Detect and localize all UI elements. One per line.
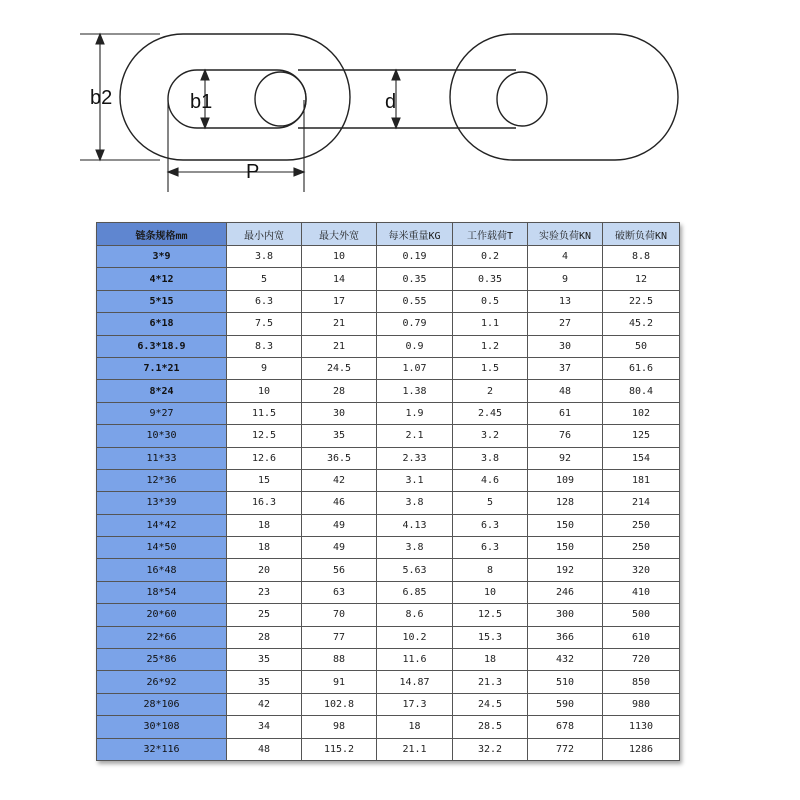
value-cell: 1.2 — [453, 335, 528, 357]
value-cell: 24.5 — [453, 693, 528, 715]
value-cell: 16.3 — [227, 492, 302, 514]
p-label: P — [246, 161, 260, 183]
value-cell: 0.2 — [453, 246, 528, 268]
value-cell: 15.3 — [453, 626, 528, 648]
table-row — [97, 738, 680, 760]
value-cell: 10 — [453, 581, 528, 603]
value-cell: 109 — [528, 469, 603, 491]
value-cell: 6.3 — [453, 514, 528, 536]
chain-link-diagram — [0, 0, 800, 210]
chain-spec-table — [96, 222, 680, 761]
value-cell: 1.9 — [377, 402, 453, 424]
value-cell: 0.35 — [377, 268, 453, 290]
value-cell: 0.55 — [377, 290, 453, 312]
value-cell: 3.1 — [377, 469, 453, 491]
value-cell: 102 — [603, 402, 680, 424]
value-cell: 980 — [603, 693, 680, 715]
value-cell: 192 — [528, 559, 603, 581]
table-row — [97, 268, 680, 290]
value-cell: 10 — [302, 246, 377, 268]
spec-cell: 9*27 — [97, 402, 227, 424]
value-cell: 2.45 — [453, 402, 528, 424]
value-cell: 80.4 — [603, 380, 680, 402]
table-row — [97, 537, 680, 559]
value-cell: 850 — [603, 671, 680, 693]
value-cell: 5 — [453, 492, 528, 514]
spec-cell: 10*30 — [97, 425, 227, 447]
spec-cell: 25*86 — [97, 649, 227, 671]
value-cell: 30 — [302, 402, 377, 424]
value-cell: 250 — [603, 514, 680, 536]
value-cell: 88 — [302, 649, 377, 671]
table-row — [97, 425, 680, 447]
value-cell: 76 — [528, 425, 603, 447]
spec-cell: 7.1*21 — [97, 357, 227, 379]
b1-label: b1 — [190, 91, 213, 113]
spec-cell: 5*15 — [97, 290, 227, 312]
value-cell: 4.6 — [453, 469, 528, 491]
value-cell: 18 — [227, 537, 302, 559]
value-cell: 4.13 — [377, 514, 453, 536]
value-cell: 320 — [603, 559, 680, 581]
value-cell: 56 — [302, 559, 377, 581]
value-cell: 42 — [227, 693, 302, 715]
value-cell: 35 — [227, 671, 302, 693]
value-cell: 510 — [528, 671, 603, 693]
value-cell: 91 — [302, 671, 377, 693]
spec-cell: 26*92 — [97, 671, 227, 693]
column-header: 链条规格mm — [97, 223, 227, 246]
value-cell: 5 — [227, 268, 302, 290]
value-cell: 11.6 — [377, 649, 453, 671]
value-cell: 28 — [302, 380, 377, 402]
value-cell: 21.1 — [377, 738, 453, 760]
value-cell: 2.33 — [377, 447, 453, 469]
value-cell: 7.5 — [227, 313, 302, 335]
value-cell: 49 — [302, 537, 377, 559]
spec-cell: 14*42 — [97, 514, 227, 536]
value-cell: 21.3 — [453, 671, 528, 693]
value-cell: 150 — [528, 537, 603, 559]
value-cell: 22.5 — [603, 290, 680, 312]
table-row — [97, 469, 680, 491]
value-cell: 300 — [528, 604, 603, 626]
d-label: d — [385, 91, 397, 113]
table-row — [97, 335, 680, 357]
value-cell: 720 — [603, 649, 680, 671]
value-cell: 8.6 — [377, 604, 453, 626]
p-dimension — [168, 100, 304, 192]
value-cell: 678 — [528, 716, 603, 738]
value-cell: 5.63 — [377, 559, 453, 581]
table-row — [97, 402, 680, 424]
value-cell: 18 — [453, 649, 528, 671]
value-cell: 2 — [453, 380, 528, 402]
value-cell: 34 — [227, 716, 302, 738]
spec-cell: 30*108 — [97, 716, 227, 738]
value-cell: 15 — [227, 469, 302, 491]
value-cell: 8.3 — [227, 335, 302, 357]
table-row — [97, 492, 680, 514]
value-cell: 11.5 — [227, 402, 302, 424]
value-cell: 0.35 — [453, 268, 528, 290]
spec-cell: 13*39 — [97, 492, 227, 514]
spec-cell: 18*54 — [97, 581, 227, 603]
spec-cell: 6.3*18.9 — [97, 335, 227, 357]
value-cell: 61 — [528, 402, 603, 424]
value-cell: 4 — [528, 246, 603, 268]
column-header: 每米重量KG — [377, 223, 453, 246]
value-cell: 50 — [603, 335, 680, 357]
table-row — [97, 246, 680, 268]
column-header: 最大外宽 — [302, 223, 377, 246]
value-cell: 12.6 — [227, 447, 302, 469]
spec-cell: 6*18 — [97, 313, 227, 335]
table-row — [97, 604, 680, 626]
value-cell: 32.2 — [453, 738, 528, 760]
value-cell: 102.8 — [302, 693, 377, 715]
spec-cell: 28*106 — [97, 693, 227, 715]
value-cell: 12 — [603, 268, 680, 290]
column-header: 实验负荷KN — [528, 223, 603, 246]
value-cell: 181 — [603, 469, 680, 491]
value-cell: 49 — [302, 514, 377, 536]
value-cell: 98 — [302, 716, 377, 738]
value-cell: 610 — [603, 626, 680, 648]
value-cell: 3.8 — [377, 537, 453, 559]
value-cell: 48 — [528, 380, 603, 402]
table-row — [97, 514, 680, 536]
value-cell: 28 — [227, 626, 302, 648]
table-row — [97, 380, 680, 402]
table-row — [97, 716, 680, 738]
value-cell: 0.9 — [377, 335, 453, 357]
value-cell: 9 — [528, 268, 603, 290]
value-cell: 10.2 — [377, 626, 453, 648]
value-cell: 366 — [528, 626, 603, 648]
value-cell: 77 — [302, 626, 377, 648]
middle-chain-link — [255, 70, 547, 128]
value-cell: 8.8 — [603, 246, 680, 268]
spec-cell: 22*66 — [97, 626, 227, 648]
value-cell: 35 — [227, 649, 302, 671]
value-cell: 1130 — [603, 716, 680, 738]
table-body — [97, 246, 680, 761]
value-cell: 92 — [528, 447, 603, 469]
value-cell: 20 — [227, 559, 302, 581]
value-cell: 1286 — [603, 738, 680, 760]
value-cell: 37 — [528, 357, 603, 379]
value-cell: 128 — [528, 492, 603, 514]
value-cell: 0.79 — [377, 313, 453, 335]
left-chain-link — [120, 34, 350, 160]
table-row — [97, 290, 680, 312]
value-cell: 0.19 — [377, 246, 453, 268]
value-cell: 150 — [528, 514, 603, 536]
value-cell: 432 — [528, 649, 603, 671]
value-cell: 3.8 — [377, 492, 453, 514]
column-header: 最小内宽 — [227, 223, 302, 246]
value-cell: 6.85 — [377, 581, 453, 603]
value-cell: 10 — [227, 380, 302, 402]
table-row — [97, 559, 680, 581]
value-cell: 246 — [528, 581, 603, 603]
value-cell: 48 — [227, 738, 302, 760]
value-cell: 6.3 — [227, 290, 302, 312]
value-cell: 13 — [528, 290, 603, 312]
value-cell: 8 — [453, 559, 528, 581]
value-cell: 2.1 — [377, 425, 453, 447]
value-cell: 1.07 — [377, 357, 453, 379]
value-cell: 12.5 — [227, 425, 302, 447]
table-row — [97, 671, 680, 693]
value-cell: 115.2 — [302, 738, 377, 760]
column-header: 工作载荷T — [453, 223, 528, 246]
spec-cell: 3*9 — [97, 246, 227, 268]
value-cell: 45.2 — [603, 313, 680, 335]
spec-cell: 11*33 — [97, 447, 227, 469]
value-cell: 14 — [302, 268, 377, 290]
table-row — [97, 581, 680, 603]
value-cell: 500 — [603, 604, 680, 626]
value-cell: 35 — [302, 425, 377, 447]
right-chain-link — [450, 34, 678, 160]
spec-cell: 20*60 — [97, 604, 227, 626]
spec-cell: 12*36 — [97, 469, 227, 491]
value-cell: 1.1 — [453, 313, 528, 335]
spec-cell: 8*24 — [97, 380, 227, 402]
value-cell: 61.6 — [603, 357, 680, 379]
value-cell: 27 — [528, 313, 603, 335]
value-cell: 0.5 — [453, 290, 528, 312]
table-row — [97, 626, 680, 648]
value-cell: 12.5 — [453, 604, 528, 626]
value-cell: 3.2 — [453, 425, 528, 447]
value-cell: 410 — [603, 581, 680, 603]
value-cell: 154 — [603, 447, 680, 469]
table-row — [97, 313, 680, 335]
value-cell: 9 — [227, 357, 302, 379]
value-cell: 36.5 — [302, 447, 377, 469]
value-cell: 63 — [302, 581, 377, 603]
value-cell: 14.87 — [377, 671, 453, 693]
table-header-row — [97, 223, 680, 246]
value-cell: 18 — [227, 514, 302, 536]
table-row — [97, 447, 680, 469]
value-cell: 21 — [302, 313, 377, 335]
value-cell: 18 — [377, 716, 453, 738]
value-cell: 23 — [227, 581, 302, 603]
value-cell: 30 — [528, 335, 603, 357]
value-cell: 125 — [603, 425, 680, 447]
value-cell: 250 — [603, 537, 680, 559]
spec-cell: 4*12 — [97, 268, 227, 290]
b2-label: b2 — [90, 87, 113, 109]
table-row — [97, 357, 680, 379]
table-row — [97, 693, 680, 715]
value-cell: 21 — [302, 335, 377, 357]
value-cell: 772 — [528, 738, 603, 760]
value-cell: 6.3 — [453, 537, 528, 559]
value-cell: 42 — [302, 469, 377, 491]
table-row — [97, 649, 680, 671]
column-header: 破断负荷KN — [603, 223, 680, 246]
value-cell: 25 — [227, 604, 302, 626]
value-cell: 17.3 — [377, 693, 453, 715]
spec-cell: 32*116 — [97, 738, 227, 760]
value-cell: 17 — [302, 290, 377, 312]
value-cell: 3.8 — [453, 447, 528, 469]
value-cell: 214 — [603, 492, 680, 514]
value-cell: 46 — [302, 492, 377, 514]
value-cell: 1.38 — [377, 380, 453, 402]
value-cell: 28.5 — [453, 716, 528, 738]
value-cell: 590 — [528, 693, 603, 715]
value-cell: 1.5 — [453, 357, 528, 379]
value-cell: 3.8 — [227, 246, 302, 268]
spec-cell: 14*50 — [97, 537, 227, 559]
spec-cell: 16*48 — [97, 559, 227, 581]
value-cell: 70 — [302, 604, 377, 626]
value-cell: 24.5 — [302, 357, 377, 379]
